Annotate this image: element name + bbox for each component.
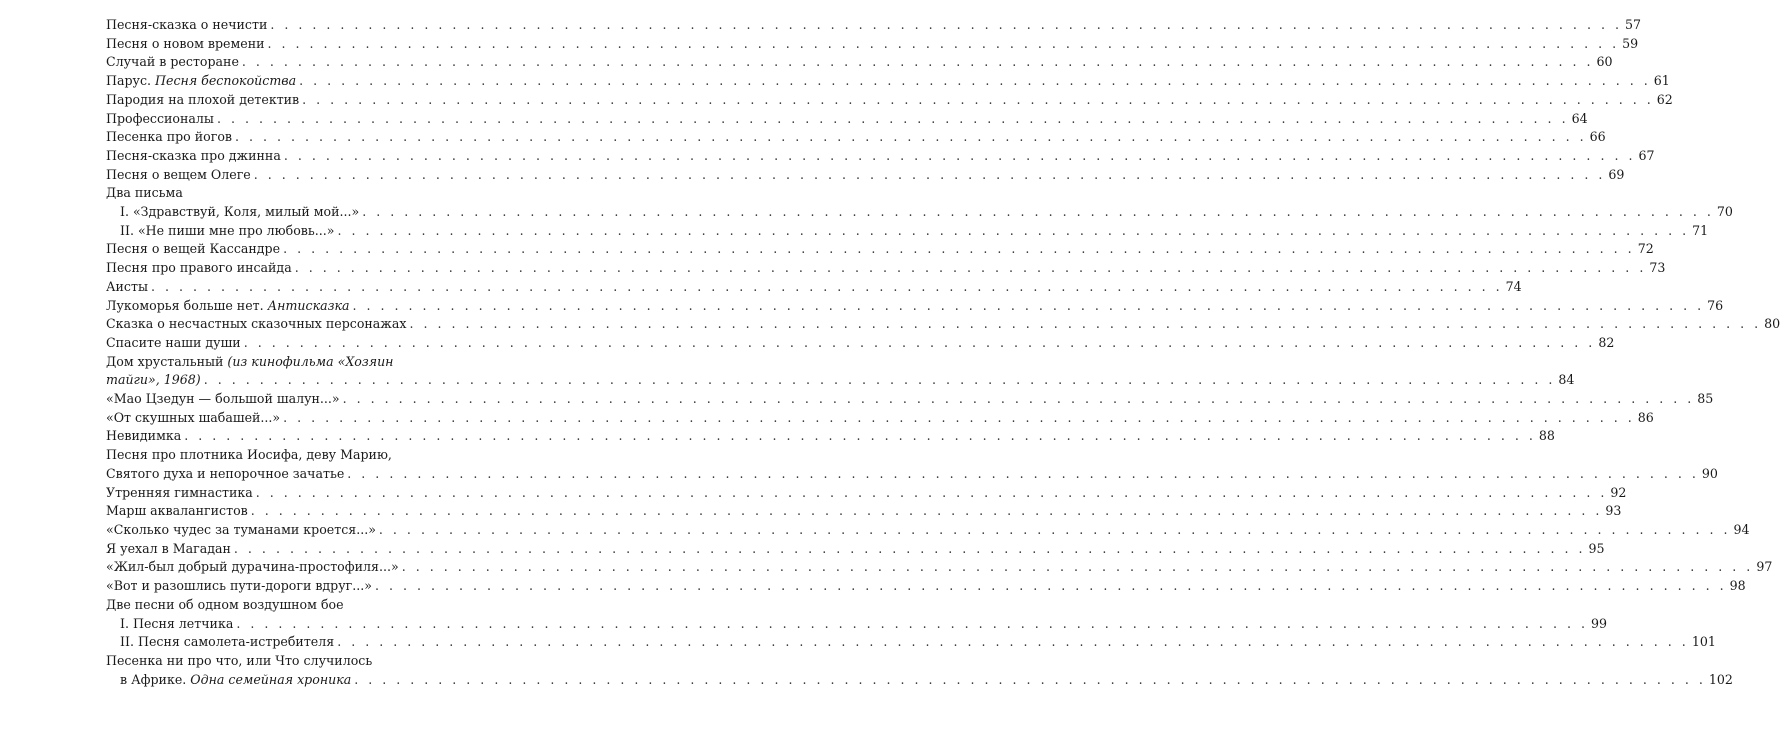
dot-leader <box>217 110 1569 129</box>
dot-leader <box>270 16 1622 35</box>
dot-leader <box>379 521 1731 540</box>
page-number: 82 <box>1598 334 1615 350</box>
entry-title: «Жил-был добрый дурачина-простофиля...» <box>106 559 399 575</box>
entry-title-main: Дом хрустальный <box>106 353 224 369</box>
page-number: 86 <box>1637 409 1654 425</box>
toc-entry <box>106 540 1605 559</box>
entry-line-2 <box>106 371 1575 390</box>
dot-leader <box>299 72 1651 91</box>
toc-entry <box>106 259 1666 278</box>
page-number: 67 <box>1638 147 1655 163</box>
entry-title <box>106 297 350 316</box>
entry-title: Утренняя гимнастика <box>106 484 253 500</box>
page-number: 102 <box>1708 671 1733 687</box>
dot-leader <box>337 633 1689 652</box>
dot-leader <box>302 91 1654 110</box>
toc-entry <box>106 334 1615 353</box>
toc-entry <box>106 427 1555 446</box>
toc-entry <box>106 577 1746 596</box>
toc-subentry <box>106 615 1607 634</box>
entry-title-main: Парус. <box>106 73 152 89</box>
page-number: 85 <box>1697 391 1714 407</box>
entry-title: I. «Здравствуй, Коля, милый мой...» <box>120 204 360 220</box>
dot-leader <box>353 297 1705 316</box>
entry-title: Случай в ресторане <box>106 54 239 70</box>
dot-leader <box>254 166 1606 185</box>
toc-entry <box>106 502 1622 521</box>
page-number: 80 <box>1764 316 1780 332</box>
page-number: 92 <box>1610 484 1627 500</box>
dot-leader <box>362 203 1714 222</box>
dot-leader <box>256 484 1608 503</box>
page-number: 61 <box>1653 73 1670 89</box>
dot-leader <box>283 409 1635 428</box>
page-number: 59 <box>1622 35 1639 51</box>
page-number: 71 <box>1692 222 1709 238</box>
toc-entry <box>106 558 1773 577</box>
dot-leader <box>242 53 1594 72</box>
page-number: 93 <box>1605 503 1622 519</box>
entry-title-cont <box>120 671 351 690</box>
dot-leader <box>235 128 1587 147</box>
entry-title: Марш аквалангистов <box>106 503 248 519</box>
dot-leader <box>184 427 1536 446</box>
entry-title-cont: Святого духа и непорочное зачатье <box>106 465 345 481</box>
page-number: 90 <box>1701 465 1718 481</box>
toc-entry <box>106 35 1639 54</box>
entry-title: Песня про правого инсайда <box>106 260 292 276</box>
toc-subentry <box>106 203 1733 222</box>
entry-title-main: Лукоморья больше нет. <box>106 297 264 313</box>
entry-title-main: в Африке. <box>120 671 187 687</box>
page-number: 101 <box>1691 634 1716 650</box>
page-number: 69 <box>1608 166 1625 182</box>
page-number: 70 <box>1716 204 1733 220</box>
toc-entry <box>106 390 1714 409</box>
entry-title: Песня о вещей Кассандре <box>106 241 281 257</box>
dot-leader <box>410 315 1762 334</box>
toc-entry <box>106 484 1627 503</box>
page-number: 76 <box>1707 297 1724 313</box>
toc-group-heading: Две песни об одном воздушном бое <box>106 596 344 612</box>
toc-entry <box>106 110 1588 129</box>
dot-leader <box>236 615 1588 634</box>
entry-title: Песня-сказка про джинна <box>106 147 281 163</box>
entry-title: «Мао Цзедун — большой шалун...» <box>106 391 340 407</box>
page-number: 66 <box>1589 129 1606 145</box>
toc-subentry <box>106 633 1716 652</box>
entry-title: Спасите наши души <box>106 334 241 350</box>
entry-title: Пародия на плохой детектив <box>106 91 300 107</box>
entry-title: Невидимка <box>106 428 182 444</box>
dot-leader <box>343 390 1695 409</box>
toc-entry <box>106 128 1606 147</box>
dot-leader <box>295 259 1647 278</box>
dot-leader <box>283 240 1635 259</box>
entry-title: Песня о новом времени <box>106 35 265 51</box>
page-number: 84 <box>1558 372 1575 388</box>
dot-leader <box>234 540 1586 559</box>
toc-entry <box>106 278 1522 297</box>
toc-entry-multiline <box>106 446 1718 483</box>
page-number: 99 <box>1590 615 1607 631</box>
dot-leader <box>204 371 1556 390</box>
entry-line-1 <box>106 353 484 372</box>
toc-entry <box>106 166 1625 185</box>
entry-line-2 <box>106 671 1733 690</box>
entry-line-2 <box>106 465 1718 484</box>
entry-title: Сказка о несчастных сказочных персонажах <box>106 316 407 332</box>
entry-title: II. Песня самолета-истребителя <box>120 634 335 650</box>
toc-entry <box>106 315 1780 334</box>
toc-entry <box>106 53 1613 72</box>
entry-subtitle: (из кинофильма «Хозяин <box>227 353 394 369</box>
toc-entry-multiline <box>106 353 1575 390</box>
entry-title: I. Песня летчика <box>120 615 234 631</box>
entry-title: Профессионалы <box>106 110 214 126</box>
dot-leader <box>347 465 1699 484</box>
dot-leader <box>354 671 1706 690</box>
toc-entry <box>106 91 1673 110</box>
page-number: 60 <box>1596 54 1613 70</box>
entry-title: «От скушных шабашей...» <box>106 409 281 425</box>
dot-leader <box>268 35 1620 54</box>
entry-line-1: Песня про плотника Иосифа, деву Марию, <box>106 447 392 463</box>
entry-title: Я уехал в Магадан <box>106 540 231 556</box>
page-number: 57 <box>1624 17 1641 32</box>
entry-subtitle: Одна семейная хроника <box>190 671 352 687</box>
toc-entry <box>106 297 1724 316</box>
dot-leader <box>402 558 1754 577</box>
toc-entry <box>106 16 1641 35</box>
table-of-contents <box>106 16 1780 689</box>
page-number: 72 <box>1637 241 1654 257</box>
entry-title: II. «Не пиши мне про любовь...» <box>120 222 335 238</box>
toc-entry <box>106 72 1670 91</box>
entry-title: «Сколько чудес за туманами кроется...» <box>106 521 376 537</box>
toc-entry <box>106 409 1654 428</box>
entry-title: Песня-сказка о нечисти <box>106 17 268 32</box>
toc-entry-multiline <box>106 652 1733 689</box>
toc-entry <box>106 147 1655 166</box>
page-number: 73 <box>1649 260 1666 276</box>
entry-title: Песенка про йогов <box>106 129 233 145</box>
dot-leader <box>151 278 1503 297</box>
page-number: 97 <box>1756 559 1773 575</box>
entry-subtitle: Антисказка <box>267 297 350 313</box>
entry-subtitle-cont: тайги», 1968) <box>106 372 201 388</box>
page-number: 95 <box>1588 540 1605 556</box>
dot-leader <box>375 577 1727 596</box>
dot-leader <box>337 222 1689 241</box>
entry-title: «Вот и разошлись пути-дороги вдруг...» <box>106 578 372 594</box>
page-number: 64 <box>1571 110 1588 126</box>
toc-entry <box>106 521 1750 540</box>
dot-leader <box>284 147 1636 166</box>
dot-leader <box>251 502 1603 521</box>
page-number: 62 <box>1656 91 1673 107</box>
toc-entry <box>106 240 1654 259</box>
page-number: 74 <box>1505 278 1522 294</box>
page-number: 94 <box>1733 521 1750 537</box>
entry-subtitle: Песня беспокойства <box>155 73 297 89</box>
toc-group-heading: Два письма <box>106 185 183 201</box>
entry-title: Аисты <box>106 278 148 294</box>
dot-leader <box>244 334 1596 353</box>
toc-subentry <box>106 222 1709 241</box>
page-number: 98 <box>1729 578 1746 594</box>
entry-title <box>106 72 296 91</box>
page-number: 88 <box>1538 428 1555 444</box>
entry-line-1: Песенка ни про что, или Что случилось <box>106 652 373 668</box>
entry-title: Песня о вещем Олеге <box>106 166 251 182</box>
